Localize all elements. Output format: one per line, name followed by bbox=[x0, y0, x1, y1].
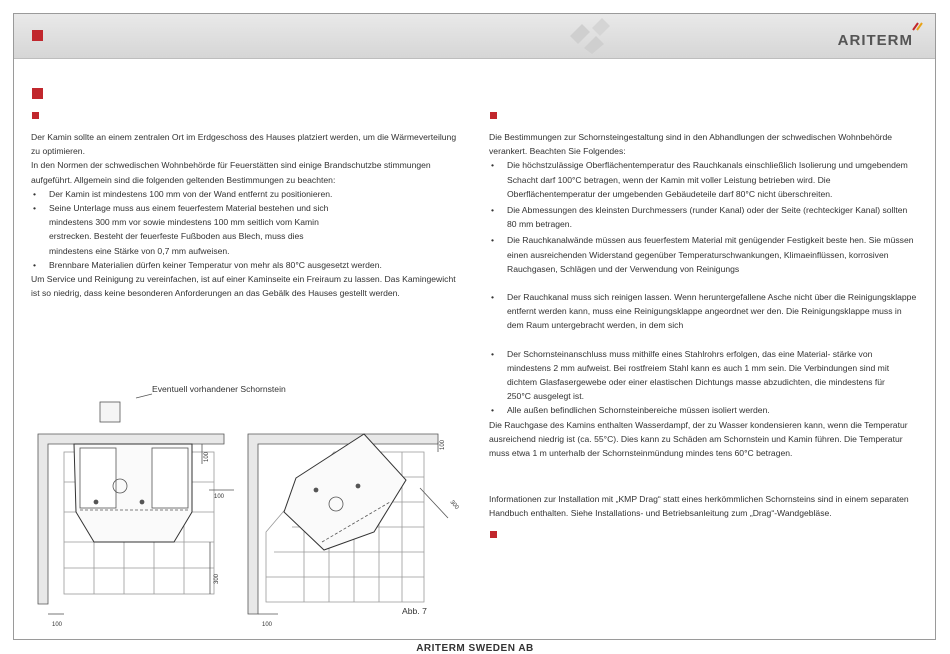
dim-100-right-top: 100 bbox=[440, 439, 446, 450]
right-bullet-list-2 bbox=[489, 290, 917, 333]
chimney-label: Eventuell vorhandener Schornstein bbox=[152, 384, 286, 394]
dim-300-left: 300 bbox=[214, 573, 220, 584]
section-marker-left bbox=[32, 112, 39, 119]
installation-figure bbox=[34, 382, 464, 628]
page-frame bbox=[13, 13, 936, 640]
page-header bbox=[14, 14, 935, 59]
right-bullet-list-1 bbox=[489, 158, 917, 276]
right-paragraph-2: Informationen zur Installation mit „KMP Drag“ statt eines herkömmlichen Schornsteins sind in einem separaten Handbuch enthalten. Siehe Installations- und Betriebsanleitung zum „Drag“-Wandgebläse. bbox=[489, 494, 909, 519]
figure-caption: Abb. 7 bbox=[402, 606, 427, 616]
right-intro: Die Bestimmungen zur Schornsteingestaltung sind in den Abhandlungen der schwedischen Wohnbehörde verankert. Beachten Sie Folgendes: bbox=[489, 132, 893, 157]
left-bullet-list bbox=[31, 187, 459, 272]
section-marker-right-2 bbox=[490, 531, 497, 538]
spacer bbox=[489, 333, 917, 347]
left-paragraph-2: In den Normen der schwedischen Wohnbehörde für Feuerstätten sind einige Brandschutzbe stimmungen aufgeführt. Allgemein sind die folgenden geltenden Bestimmungen zu beachten: bbox=[31, 160, 431, 185]
spacer bbox=[489, 460, 917, 492]
right-bullet-item: • Alle außen befindlichen Schornsteinbereiche müssen isoliert werden. bbox=[489, 403, 917, 417]
left-bullet-item: • Der Kamin ist mindestens 100 mm von der Wand entfernt zu positionieren. bbox=[31, 187, 459, 201]
left-paragraph-3: Um Service und Reinigung zu vereinfachen, ist auf einer Kaminseite ein Freiraum zu lassen. Das Kamingewicht ist so niedrig, dass keine besonderen Anforderungen an das Gebälk des Hauses gestellt werden. bbox=[31, 274, 456, 299]
brand-logo: ARITERM bbox=[837, 32, 913, 49]
floor-plan-drawing bbox=[34, 382, 464, 628]
dim-300-right: 300 bbox=[448, 499, 460, 511]
header-marker bbox=[32, 30, 43, 41]
left-bullet-item: • Seine Unterlage muss aus einem feuerfestem Material bestehen und sich mindestens 300 mm vor sowie mindestens 100 mm seitlich vom Kamin erstrecken. Besteht der feuerfeste Fußboden aus Blech, muss dies mindestens eine Stärke von 0,7 mm aufweisen. bbox=[31, 201, 459, 258]
watermark-icon bbox=[562, 18, 618, 54]
right-bullet-item: • Die Abmessungen des kleinsten Durchmessers (runder Kanal) oder der Seite (rechteckiger Kanal) sollten 80 mm betragen. bbox=[489, 203, 917, 231]
section-marker-large bbox=[32, 88, 43, 99]
right-bullet-list-3 bbox=[489, 347, 917, 418]
right-bullet-item: • Der Rauchkanal muss sich reinigen lassen. Wenn heruntergefallene Asche nicht über die Reinigungsklappe entfernt werden kann, muss eine Reinigungsklappe angeordnet wer den. Die Reinigungsklappe muss in dem Raum untergebracht werden, in dem sich bbox=[489, 290, 917, 333]
dim-100-left-bottom: 100 bbox=[52, 622, 63, 628]
left-paragraph-1: Der Kamin sollte an einem zentralen Ort im Erdgeschoss des Hauses platziert werden, um die Wärmeverteilung zu optimieren. bbox=[31, 132, 457, 157]
right-bullet-item: • Die Rauchkanalwände müssen aus feuerfestem Material mit genügender Festigkeit beste hen. Sie müssen einen ausreichenden Widerstand gegenüber Temperaturschwankungen, Klimaeinflüssen, korrosiven Rauchgasen, Schlägen und der Verwendung von Reinigungs bbox=[489, 233, 917, 276]
right-paragraph: Die Rauchgase des Kamins enthalten Wasserdampf, der zu Wasser kondensieren kann, wenn die Temperatur ausreichend niedrig ist (ca. 55°C). Dies kann zu Schäden am Schornstein und Kamin führen. Die Temperatur muss etwa 1 m unterhalb der Schornsteinmündung mindes tens 60°C betragen. bbox=[489, 419, 908, 459]
spacer bbox=[489, 276, 917, 290]
logo-mark-icon bbox=[911, 20, 923, 32]
dim-100-left-top: 100 bbox=[204, 451, 210, 462]
dim-100-left-side: 100 bbox=[214, 494, 225, 500]
right-bullet-item: • Die höchstzulässige Oberflächentemperatur des Rauchkanals einschließlich Isolierung und umgebendem Schacht darf 100°C betragen, wenn der Kamin mit voller Leistung betrieben wird. Die Oberflächentemperatur der umgebenden Gebäudeteile darf 80°C nicht überschreiten. bbox=[489, 158, 917, 201]
left-bullet-item: • Brennbare Materialien dürfen keiner Temperatur von mehr als 80°C ausgesetzt werden. bbox=[31, 258, 459, 272]
right-bullet-item: • Der Schornsteinanschluss muss mithilfe eines Stahlrohrs erfolgen, das eine Material- stärke von mindestens 2 mm aufweist. Bei rostfreiem Stahl kann es auch 1 mm sein. Die Verbindungen sind mit dichtem Glasfasergewebe oder einer elastischen Dichtungs masse abzudichten, die mindestens für 250°C ausgelegt ist. bbox=[489, 347, 917, 404]
right-column bbox=[489, 130, 917, 521]
section-marker-right bbox=[490, 112, 497, 119]
dim-100-right-bottom: 100 bbox=[262, 622, 273, 628]
left-column bbox=[31, 130, 459, 300]
page-footer: ARITERM SWEDEN AB bbox=[416, 643, 534, 654]
